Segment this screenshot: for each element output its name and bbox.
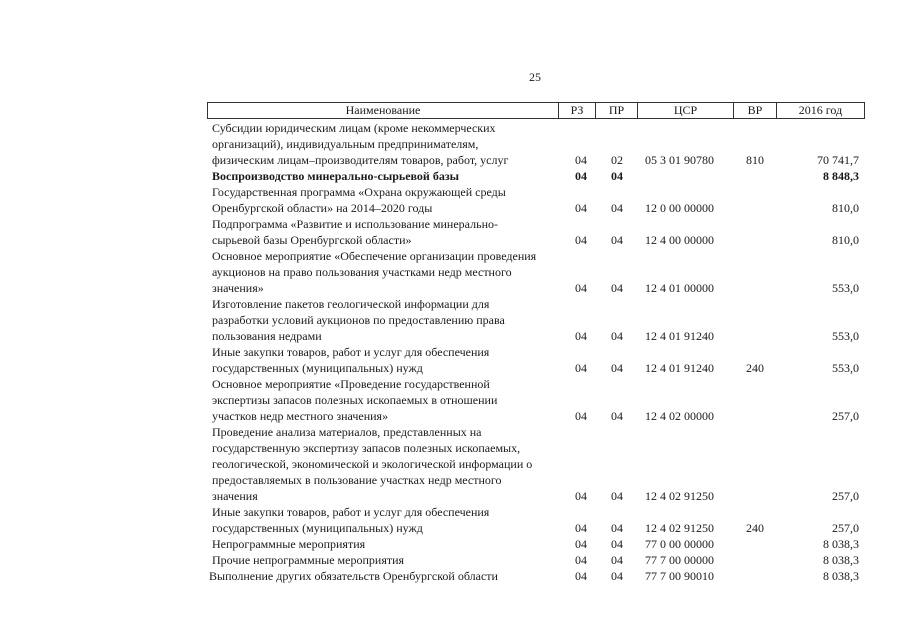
row-name: [209, 568, 554, 584]
row-pr: 04: [611, 537, 623, 551]
row-pr: 04: [611, 489, 623, 503]
row-name-line: Основное мероприятие «Обеспечение организации проведения: [212, 249, 537, 263]
row-csr: 05 3 01 90780: [645, 153, 714, 167]
row-pr: 04: [611, 281, 623, 295]
row-rz: 04: [575, 233, 587, 247]
header-pr: ПР: [595, 103, 637, 118]
row-name-line: экспертизы запасов полезных ископаемых в отношении: [212, 393, 498, 407]
row-name-line: Непрограммные мероприятия: [212, 537, 366, 551]
row-vr: 240: [746, 361, 764, 375]
row-name-line: значения: [212, 489, 258, 503]
row-sum: 257,0: [832, 409, 859, 423]
row-rz: 04: [575, 537, 587, 551]
row-name-line: Основное мероприятие «Проведение государственной: [212, 377, 490, 391]
row-csr: 77 0 00 00000: [645, 537, 714, 551]
row-rz: 04: [575, 201, 587, 215]
row-sum: 257,0: [832, 521, 859, 535]
row-name-line: Выполнение других обязательств Оренбургской области: [209, 569, 498, 583]
table-row: [207, 552, 865, 568]
row-rz: 04: [575, 521, 587, 535]
row-rz: 04: [575, 329, 587, 343]
row-name-line: геологической, экономической и экологической информации о: [212, 457, 533, 471]
row-vr: [733, 552, 777, 568]
row-rz: 04: [575, 153, 587, 167]
table-row: [207, 216, 865, 248]
row-sum: 553,0: [832, 361, 859, 375]
row-name-line: Воспроизводство минерально-сырьевой базы: [212, 169, 460, 183]
table-row: [207, 568, 865, 584]
page-number: 25: [529, 70, 541, 84]
row-sum: 8 038,3: [823, 569, 859, 583]
row-name-line: разработки условий аукционов по предоставлению права: [212, 313, 505, 327]
row-vr: [733, 568, 777, 584]
row-name: [212, 376, 557, 424]
row-csr: 12 4 00 00000: [645, 233, 714, 247]
row-name-line: аукционов на право пользования участками недр местного: [212, 265, 512, 279]
row-name-line: Субсидии юридическим лицам (кроме некоммерческих: [212, 121, 496, 135]
row-name: [212, 216, 557, 248]
row-name-line: предоставляемых в пользование участках недр местного: [212, 473, 502, 487]
header-year: 2016 год: [776, 103, 864, 118]
row-pr: 02: [611, 153, 623, 167]
row-name-line: пользования недрами: [212, 329, 322, 343]
row-vr: [733, 280, 777, 296]
row-csr: 12 0 00 00000: [645, 201, 714, 215]
row-csr: 12 4 02 00000: [645, 409, 714, 423]
row-pr: 04: [611, 169, 623, 183]
row-rz: 04: [575, 569, 587, 583]
row-sum: 8 848,3: [823, 169, 859, 183]
table-row: [207, 248, 865, 296]
table-row: [207, 504, 865, 536]
row-name: [212, 168, 557, 184]
row-name: [212, 552, 557, 568]
row-name-line: значения»: [212, 281, 264, 295]
row-vr: [733, 408, 777, 424]
row-rz: 04: [575, 553, 587, 567]
header-vr: ВР: [733, 103, 776, 118]
row-pr: 04: [611, 409, 623, 423]
row-pr: 04: [611, 329, 623, 343]
table-row: [207, 344, 865, 376]
table-row: [207, 536, 865, 552]
row-csr: 12 4 01 00000: [645, 281, 714, 295]
row-name: [212, 184, 557, 216]
row-sum: 8 038,3: [823, 537, 859, 551]
row-name: [212, 120, 557, 168]
row-sum: 810,0: [832, 233, 859, 247]
row-pr: 04: [611, 569, 623, 583]
row-pr: 04: [611, 553, 623, 567]
row-pr: 04: [611, 201, 623, 215]
header-csr: ЦСР: [637, 103, 733, 118]
row-name-line: Иные закупки товаров, работ и услуг для обеспечения: [212, 345, 490, 359]
row-pr: 04: [611, 361, 623, 375]
row-sum: 553,0: [832, 329, 859, 343]
row-name-line: Подпрограмма «Развитие и использование минерально-: [212, 217, 498, 231]
row-sum: 257,0: [832, 489, 859, 503]
row-name: [212, 296, 557, 344]
row-csr: [645, 168, 745, 184]
row-rz: 04: [575, 489, 587, 503]
row-vr: [733, 488, 777, 504]
row-name-line: Государственная программа «Охрана окружающей среды: [212, 185, 506, 199]
row-name-line: Изготовление пакетов геологической информации для: [212, 297, 490, 311]
row-csr: 12 4 02 91250: [645, 521, 714, 535]
row-name-line: физическим лицам–производителям товаров, работ, услуг: [212, 153, 509, 167]
row-vr: [733, 232, 777, 248]
row-csr: 77 7 00 00000: [645, 553, 714, 567]
table-row: [207, 120, 865, 168]
row-name: [212, 344, 557, 376]
row-name: [212, 424, 557, 504]
row-sum: 8 038,3: [823, 553, 859, 567]
row-vr: [733, 328, 777, 344]
row-name-line: государственную экспертизу запасов полезных ископаемых,: [212, 441, 521, 455]
row-name-line: государственных (муниципальных) нужд: [212, 361, 423, 375]
row-name-line: Прочие непрограммные мероприятия: [212, 553, 405, 567]
row-rz: 04: [575, 361, 587, 375]
table-body: [207, 120, 865, 584]
row-vr: [733, 536, 777, 552]
table-row: [207, 376, 865, 424]
row-pr: 04: [611, 233, 623, 247]
row-vr: 240: [746, 521, 764, 535]
row-name-line: Оренбургской области» на 2014–2020 годы: [212, 201, 433, 215]
row-name-line: Проведение анализа материалов, представленных на: [212, 425, 482, 439]
row-name-line: сырьевой базы Оренбургской области»: [212, 233, 412, 247]
table-header: [207, 102, 865, 119]
row-sum: 810,0: [832, 201, 859, 215]
row-name-line: организаций), индивидуальным предпринимателям,: [212, 137, 479, 151]
row-csr: 12 4 01 91240: [645, 361, 714, 375]
row-sum: 553,0: [832, 281, 859, 295]
table-row: [207, 296, 865, 344]
row-name: [212, 504, 557, 536]
row-rz: 04: [575, 281, 587, 295]
row-name: [212, 248, 557, 296]
header-rz: РЗ: [558, 103, 595, 118]
table-row: [207, 424, 865, 504]
table-row: [207, 168, 865, 184]
row-csr: 12 4 02 91250: [645, 489, 714, 503]
row-name: [212, 536, 557, 552]
row-vr: [733, 168, 777, 184]
row-rz: 04: [575, 169, 587, 183]
row-vr: [733, 200, 777, 216]
row-csr: 12 4 01 91240: [645, 329, 714, 343]
row-rz: 04: [575, 409, 587, 423]
row-name-line: Иные закупки товаров, работ и услуг для обеспечения: [212, 505, 490, 519]
row-pr: 04: [611, 521, 623, 535]
row-name-line: государственных (муниципальных) нужд: [212, 521, 423, 535]
row-name-line: участков недр местного значения»: [212, 409, 389, 423]
header-name: Наименование: [345, 103, 421, 117]
row-sum: 70 741,7: [817, 153, 859, 167]
row-csr: 77 7 00 90010: [645, 569, 714, 583]
row-vr: 810: [746, 153, 764, 167]
table-row: [207, 184, 865, 216]
